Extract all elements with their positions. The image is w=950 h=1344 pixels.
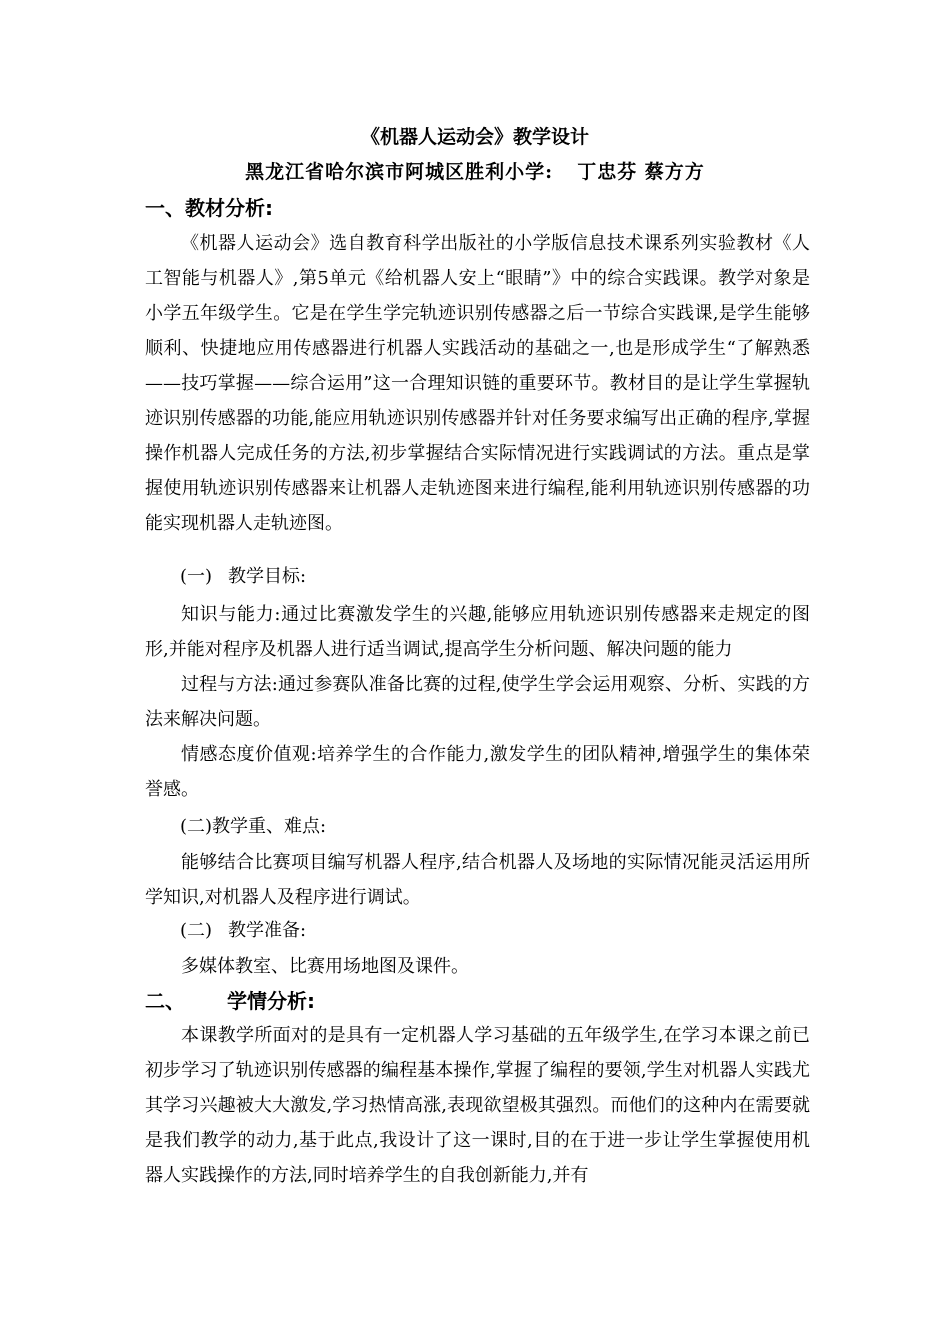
author-school: 黑龙江省哈尔滨市阿城区胜利小学:: [245, 161, 554, 183]
preparation-label: [180, 916, 306, 946]
key-points-paragraph: 能够结合比赛项目编写机器人程序,结合机器人及场地的实际情况能灵活运用所学知识,对机器人及程序进行调试。: [145, 852, 810, 908]
learner-analysis-number: 二、: [145, 989, 185, 1013]
preparation-label-number: (二): [180, 920, 213, 941]
section-heading-learner-analysis: [145, 986, 315, 1016]
key-points-label: (二)教学重、难点:: [180, 816, 327, 837]
objectives-label-number: (一): [180, 566, 213, 587]
objectives-label: [180, 562, 306, 592]
learner-analysis-paragraph: 本课教学所面对的是具有一定机器人学习基础的五年级学生,在学习本课之前已初步学习了轨迹识别传感器的编程基本操作,掌握了编程的要领,学生对机器人实践尤其学习兴趣被大大激发,学习热情高涨,表现欲望极其强烈。而他们的这种内在需要就是我们教学的动力,基于此点,我设计了这一课时,目的在于进一步让学生掌握使用机器人实践操作的方法,同时培养学生的自我创新能力,并有: [145, 1025, 810, 1186]
objectives-label-text: 教学目标:: [228, 566, 307, 587]
objective-knowledge-paragraph: 知识与能力:通过比赛激发学生的兴趣,能够应用轨迹识别传感器来走规定的图形,并能对程序及机器人进行适当调试,提高学生分析问题、解决问题的能力: [145, 604, 810, 660]
preparation-paragraph: 多媒体教室、比赛用场地图及课件。: [181, 956, 469, 977]
learner-analysis-text: 学情分析:: [227, 989, 315, 1013]
document-title: 《机器人运动会》教学设计: [360, 126, 589, 148]
objective-process-paragraph: 过程与方法:通过参赛队准备比赛的过程,使学生学会运用观察、分析、实践的方法来解决问题。: [145, 674, 810, 730]
preparation-label-text: 教学准备:: [228, 920, 307, 941]
section-heading-textbook-analysis: 一、教材分析:: [145, 196, 273, 220]
author-names: 丁忠芬 蔡方方: [577, 161, 705, 183]
textbook-analysis-paragraph: 《机器人运动会》选自教育科学出版社的小学版信息技术课系列实验教材《人工智能与机器人》,第5单元《给机器人安上“眼睛”》中的综合实践课。教学对象是小学五年级学生。它是在学生学完轨迹识别传感器之后一节综合实践课,是学生能够顺利、快捷地应用传感器进行机器人实践活动的基础之一,也是形成学生“了解熟悉——技巧掌握——综合运用”这一合理知识链的重要环节。教材目的是让学生掌握轨迹识别传感器的功能,能应用轨迹识别传感器并针对任务要求编写出正确的程序,掌握操作机器人完成任务的方法,初步掌握结合实际情况进行实践调试的方法。重点是掌握使用轨迹识别传感器来让机器人走轨迹图来进行编程,能利用轨迹识别传感器的功能实现机器人走轨迹图。: [145, 233, 810, 534]
objective-emotion-paragraph: 情感态度价值观:培养学生的合作能力,激发学生的团队精神,增强学生的集体荣誉感。: [145, 744, 810, 800]
document-authors: [0, 158, 950, 186]
